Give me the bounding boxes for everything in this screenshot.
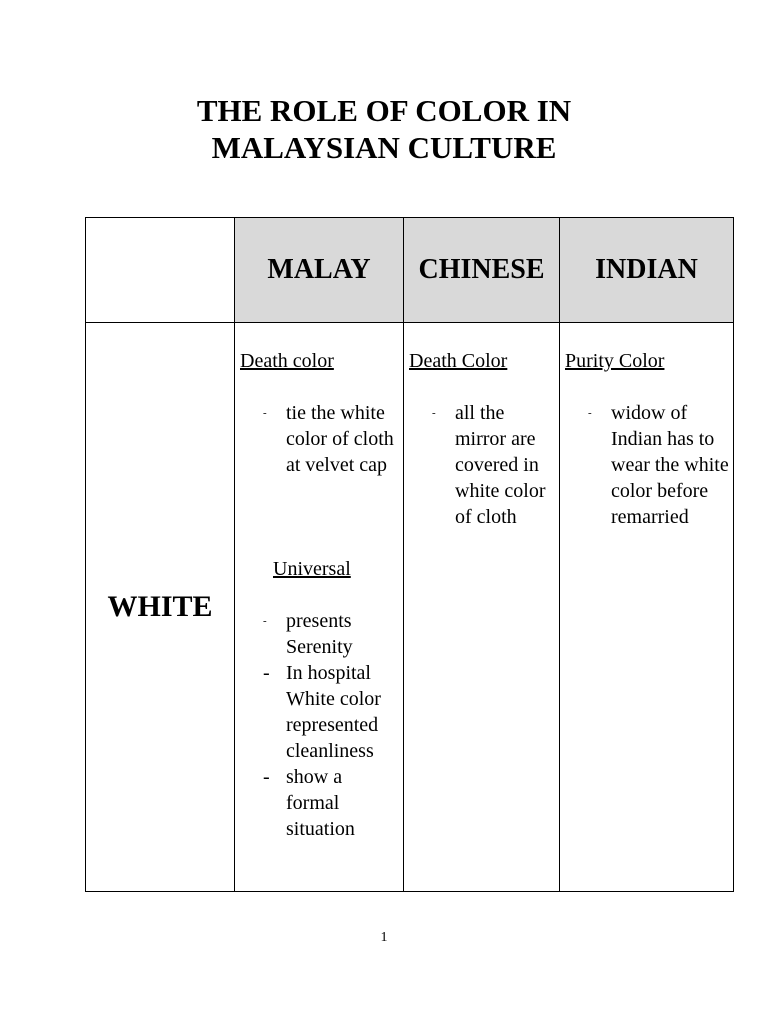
cell-chinese	[404, 323, 560, 892]
table-row	[86, 323, 734, 892]
list-item	[235, 660, 403, 764]
column-header-chinese: CHINESE	[404, 218, 560, 323]
list-item-text: all the mirror are covered in white color of cloth	[455, 402, 546, 528]
list-item-text: widow of Indian has to wear the white color before remarried	[611, 402, 729, 528]
dash-bullet: -	[263, 407, 267, 419]
color-culture-table	[85, 217, 734, 892]
list-item	[235, 764, 403, 842]
dash-bullet: -	[432, 407, 436, 419]
dash-bullet: -	[263, 766, 270, 788]
cell-indian	[560, 323, 734, 892]
indian-list	[560, 400, 733, 530]
column-header-malay: MALAY	[235, 218, 404, 323]
malay-death-list	[235, 400, 403, 478]
header-row	[86, 218, 734, 323]
malay-heading-universal: Universal	[273, 558, 351, 580]
document-title	[0, 92, 768, 166]
page-number: 1	[380, 930, 388, 945]
list-item-text: tie the white color of cloth at velvet cap	[286, 402, 394, 476]
list-item	[235, 400, 403, 478]
list-item	[404, 400, 559, 530]
title-line-2: MALAYSIAN CULTURE	[211, 130, 557, 165]
list-item-text: presents Serenity	[286, 610, 353, 658]
indian-heading-purity-color: Purity Color	[565, 350, 665, 372]
chinese-list	[404, 400, 559, 530]
column-header-indian: INDIAN	[560, 218, 734, 323]
malay-universal-list	[235, 608, 403, 842]
list-item-text: In hospital White color represented cleanliness	[286, 662, 381, 762]
dash-bullet: -	[263, 615, 267, 627]
row-label-white: WHITE	[86, 323, 235, 892]
malay-heading-death-color: Death color	[240, 350, 334, 372]
dash-bullet: -	[588, 407, 592, 419]
list-item-text: show a formal situation	[286, 766, 355, 840]
corner-cell	[86, 218, 235, 323]
chinese-heading-death-color: Death Color	[409, 350, 508, 372]
list-item	[560, 400, 733, 530]
cell-malay	[235, 323, 404, 892]
dash-bullet: -	[263, 662, 270, 684]
list-item	[235, 608, 403, 660]
title-line-1: THE ROLE OF COLOR IN	[196, 93, 572, 128]
